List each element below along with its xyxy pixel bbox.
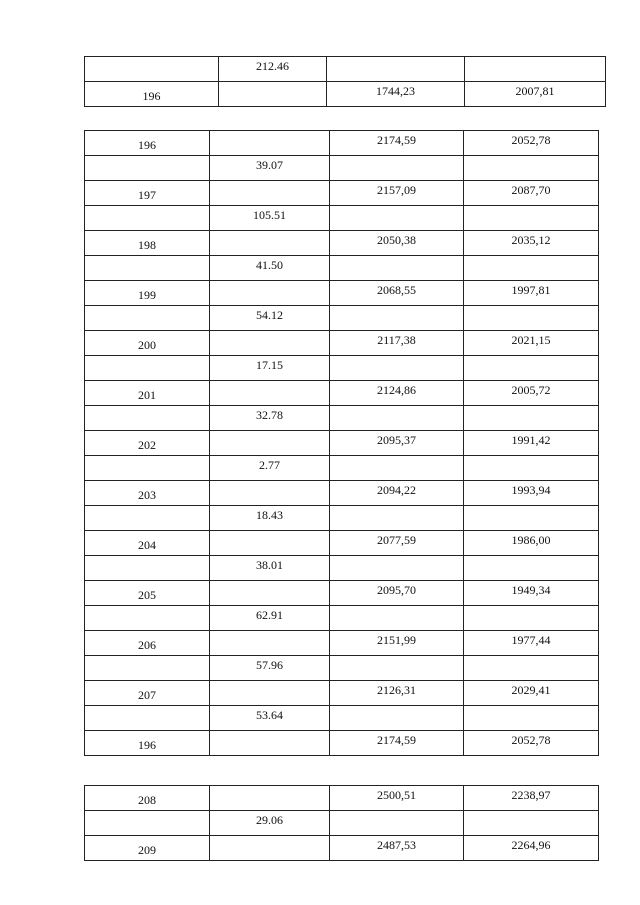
- coordinate-y-cell: 2052,78: [464, 131, 599, 156]
- table-row: [85, 656, 599, 681]
- coordinate-x-cell: [330, 556, 464, 581]
- table-row: [85, 156, 599, 181]
- coordinate-x-cell: [330, 406, 464, 431]
- point-number-cell: 209: [85, 836, 210, 861]
- point-number-cell: [85, 306, 210, 331]
- point-number-cell: [85, 706, 210, 731]
- coordinate-x-cell: [330, 356, 464, 381]
- coordinate-x-cell: [330, 456, 464, 481]
- coordinate-x-cell: 2500,51: [330, 786, 464, 811]
- coordinate-y-cell: 2264,96: [464, 836, 599, 861]
- coordinate-y-cell: 2021,15: [464, 331, 599, 356]
- distance-cell: 105.51: [210, 206, 330, 231]
- coordinate-x-cell: 2050,38: [330, 231, 464, 256]
- coordinate-y-cell: 1993,94: [464, 481, 599, 506]
- distance-cell: [210, 531, 330, 556]
- coordinate-y-cell: 1986,00: [464, 531, 599, 556]
- coordinate-x-cell: [330, 506, 464, 531]
- coordinate-x-cell: [330, 306, 464, 331]
- table-row: [85, 431, 599, 456]
- point-number-cell: 204: [85, 531, 210, 556]
- point-number-cell: [85, 811, 210, 836]
- coordinate-x-cell: 2174,59: [330, 131, 464, 156]
- distance-cell: 57.96: [210, 656, 330, 681]
- coordinate-x-cell: 2095,37: [330, 431, 464, 456]
- coordinate-table-3: [84, 785, 599, 861]
- distance-cell: [210, 281, 330, 306]
- point-number-cell: [85, 57, 219, 82]
- distance-cell: [210, 481, 330, 506]
- distance-cell: 18.43: [210, 506, 330, 531]
- coordinate-y-cell: [464, 306, 599, 331]
- point-number-cell: [85, 606, 210, 631]
- coordinate-x-cell: 2151,99: [330, 631, 464, 656]
- coordinate-y-cell: [464, 811, 599, 836]
- table-row: [85, 836, 599, 861]
- table-row: [85, 786, 599, 811]
- coordinate-y-cell: [464, 606, 599, 631]
- point-number-cell: 207: [85, 681, 210, 706]
- table-row: [85, 581, 599, 606]
- table-row: [85, 481, 599, 506]
- coordinate-y-cell: [464, 656, 599, 681]
- distance-cell: [210, 381, 330, 406]
- coordinate-x-cell: [330, 206, 464, 231]
- point-number-cell: 197: [85, 181, 210, 206]
- point-number-cell: [85, 456, 210, 481]
- table-row: [85, 406, 599, 431]
- coordinate-y-cell: [464, 456, 599, 481]
- coordinate-x-cell: [330, 706, 464, 731]
- point-number-cell: [85, 356, 210, 381]
- point-number-cell: [85, 156, 210, 181]
- coordinate-x-cell: 2126,31: [330, 681, 464, 706]
- table-row: [85, 456, 599, 481]
- table-row: [85, 531, 599, 556]
- coordinate-y-cell: 2052,78: [464, 731, 599, 756]
- distance-cell: [210, 631, 330, 656]
- coordinate-y-cell: 2087,70: [464, 181, 599, 206]
- distance-cell: 29.06: [210, 811, 330, 836]
- point-number-cell: 208: [85, 786, 210, 811]
- distance-cell: [210, 181, 330, 206]
- distance-cell: 38.01: [210, 556, 330, 581]
- coordinate-x-cell: 2068,55: [330, 281, 464, 306]
- distance-cell: [210, 331, 330, 356]
- coordinate-y-cell: 2035,12: [464, 231, 599, 256]
- coordinate-x-cell: [330, 656, 464, 681]
- distance-cell: [210, 681, 330, 706]
- point-number-cell: [85, 656, 210, 681]
- coordinate-y-cell: [464, 206, 599, 231]
- coordinate-x-cell: [327, 57, 465, 82]
- table-row: [85, 356, 599, 381]
- table-row: [85, 82, 606, 107]
- point-number-cell: 205: [85, 581, 210, 606]
- point-number-cell: 202: [85, 431, 210, 456]
- table-row: [85, 306, 599, 331]
- table-row: [85, 606, 599, 631]
- coordinate-y-cell: [464, 706, 599, 731]
- coordinate-x-cell: 2077,59: [330, 531, 464, 556]
- coordinate-y-cell: 2029,41: [464, 681, 599, 706]
- table-row: [85, 256, 599, 281]
- coordinate-y-cell: [464, 356, 599, 381]
- coordinate-x-cell: 2117,38: [330, 331, 464, 356]
- point-number-cell: [85, 206, 210, 231]
- point-number-cell: 196: [85, 731, 210, 756]
- distance-cell: 53.64: [210, 706, 330, 731]
- coordinate-y-cell: [464, 156, 599, 181]
- table-row: [85, 131, 599, 156]
- table-row: [85, 631, 599, 656]
- coordinate-y-cell: 2007,81: [465, 82, 606, 107]
- table-row: [85, 556, 599, 581]
- table-row: [85, 681, 599, 706]
- distance-cell: [210, 431, 330, 456]
- coordinate-x-cell: [330, 156, 464, 181]
- coordinate-y-cell: [464, 256, 599, 281]
- table-row: [85, 381, 599, 406]
- coordinate-x-cell: 2124,86: [330, 381, 464, 406]
- coordinate-table-1: [84, 56, 606, 107]
- distance-cell: 54.12: [210, 306, 330, 331]
- point-number-cell: 196: [85, 82, 219, 107]
- distance-cell: [210, 231, 330, 256]
- coordinate-y-cell: 1977,44: [464, 631, 599, 656]
- distance-cell: 17.15: [210, 356, 330, 381]
- table-row: [85, 57, 606, 82]
- distance-cell: [210, 731, 330, 756]
- distance-cell: 39.07: [210, 156, 330, 181]
- point-number-cell: [85, 256, 210, 281]
- coordinate-x-cell: [330, 256, 464, 281]
- coordinate-y-cell: [465, 57, 606, 82]
- point-number-cell: 201: [85, 381, 210, 406]
- coordinate-y-cell: [464, 556, 599, 581]
- point-number-cell: [85, 406, 210, 431]
- point-number-cell: 203: [85, 481, 210, 506]
- table-row: [85, 181, 599, 206]
- point-number-cell: 196: [85, 131, 210, 156]
- table-row: [85, 231, 599, 256]
- table-row: [85, 811, 599, 836]
- coordinate-y-cell: [464, 406, 599, 431]
- point-number-cell: 206: [85, 631, 210, 656]
- table-row: [85, 506, 599, 531]
- distance-cell: [210, 786, 330, 811]
- coordinate-y-cell: 2238,97: [464, 786, 599, 811]
- coordinate-y-cell: 1949,34: [464, 581, 599, 606]
- coordinate-x-cell: 2487,53: [330, 836, 464, 861]
- coordinate-x-cell: 1744,23: [327, 82, 465, 107]
- point-number-cell: 198: [85, 231, 210, 256]
- table-row: [85, 706, 599, 731]
- point-number-cell: 200: [85, 331, 210, 356]
- distance-cell: 212.46: [219, 57, 327, 82]
- point-number-cell: [85, 556, 210, 581]
- distance-cell: [210, 581, 330, 606]
- distance-cell: 32.78: [210, 406, 330, 431]
- distance-cell: 41.50: [210, 256, 330, 281]
- coordinate-x-cell: 2174,59: [330, 731, 464, 756]
- coordinate-x-cell: 2094,22: [330, 481, 464, 506]
- distance-cell: 2.77: [210, 456, 330, 481]
- distance-cell: 62.91: [210, 606, 330, 631]
- coordinate-y-cell: [464, 506, 599, 531]
- distance-cell: [210, 836, 330, 861]
- table-row: [85, 206, 599, 231]
- point-number-cell: [85, 506, 210, 531]
- point-number-cell: 199: [85, 281, 210, 306]
- coordinate-x-cell: [330, 811, 464, 836]
- table-row: [85, 731, 599, 756]
- coordinate-y-cell: 1997,81: [464, 281, 599, 306]
- coordinate-x-cell: 2095,70: [330, 581, 464, 606]
- distance-cell: [219, 82, 327, 107]
- table-row: [85, 331, 599, 356]
- coordinate-y-cell: 1991,42: [464, 431, 599, 456]
- coordinate-y-cell: 2005,72: [464, 381, 599, 406]
- coordinate-table-2: [84, 130, 599, 756]
- distance-cell: [210, 131, 330, 156]
- coordinate-x-cell: [330, 606, 464, 631]
- coordinate-x-cell: 2157,09: [330, 181, 464, 206]
- table-row: [85, 281, 599, 306]
